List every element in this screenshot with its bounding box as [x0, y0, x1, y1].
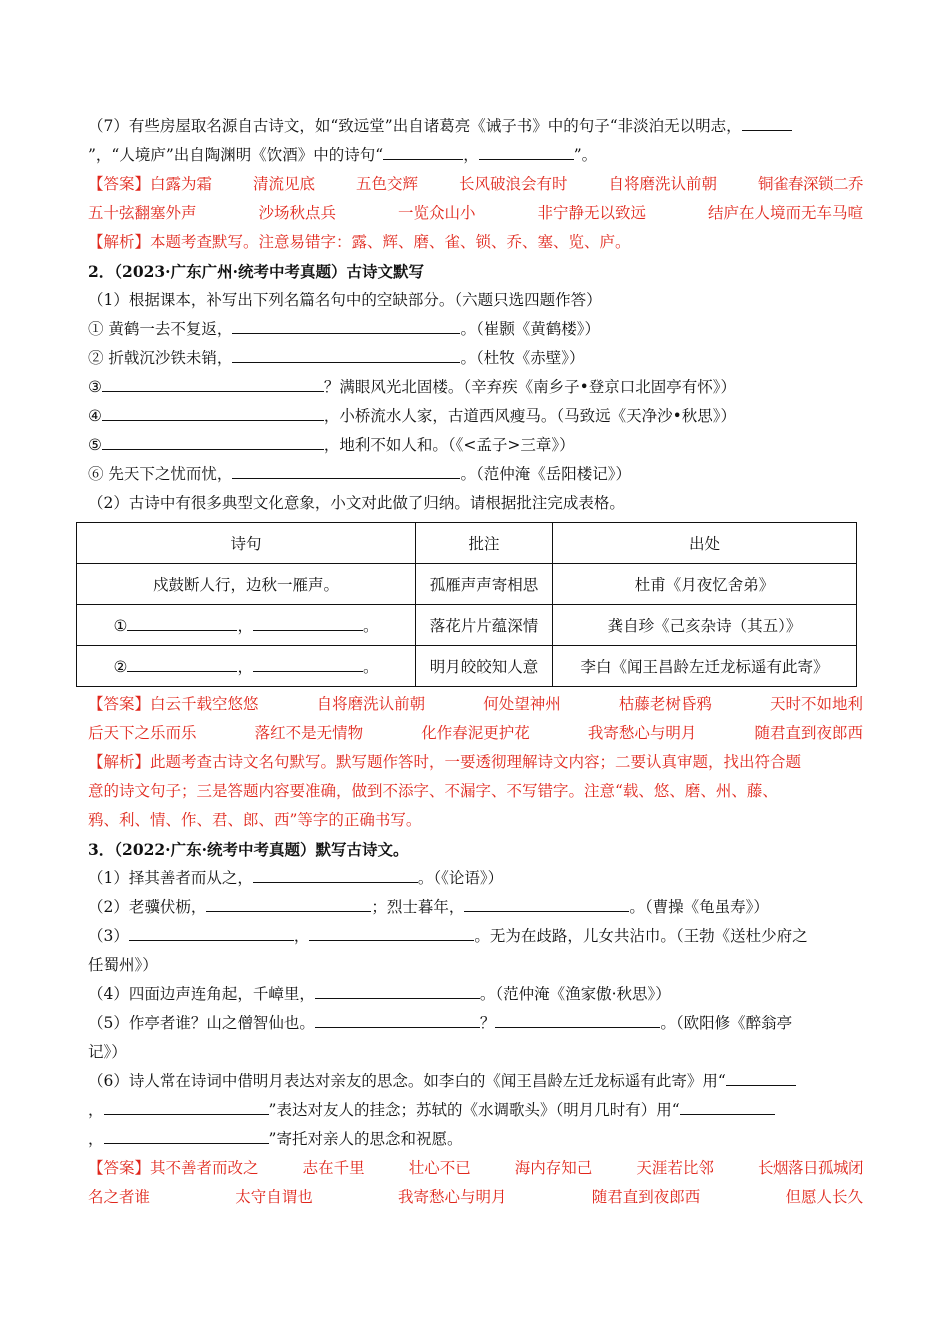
answer-label: 【答案】 [88, 175, 151, 193]
table-cell: 杜甫《月夜忆舍弟》 [553, 564, 857, 605]
q3-answer-line1: 【答案】其不善者而改之 志在千里 壮心不已 海内存知己 天涯若比邻 长烟落日孤城闭 [88, 1159, 863, 1177]
answer-blank[interactable] [253, 866, 418, 883]
table-row [77, 646, 857, 687]
q2-item5: ⑤ ，地利不如人和。（《<孟子>三章》） [88, 431, 863, 460]
q2-sub2: （2）古诗中有很多典型文化意象，小文对此做了归纳。请根据批注完成表格。 [88, 494, 625, 512]
table-cell: ② ， 。 [77, 646, 416, 687]
document-page [88, 112, 863, 1212]
answer-blank[interactable] [253, 655, 363, 672]
answer-blank[interactable] [680, 1098, 775, 1115]
table-cell: 戍鼓断人行，边秋一雁声。 [77, 564, 416, 605]
answer-blank[interactable] [232, 346, 460, 363]
q3-item3-cont: 任蜀州》） [88, 956, 158, 974]
answer-blank[interactable] [127, 614, 237, 631]
q3-answer-line2: 名之者谁 太守自谓也 我寄愁心与明月 随君直到夜郎西 但愿人长久 [88, 1188, 863, 1206]
answer-blank[interactable] [102, 404, 324, 421]
answer-blank[interactable] [464, 895, 629, 912]
answer-blank[interactable] [206, 895, 371, 912]
q2-item4: ④ ，小桥流水人家，古道西风瘦马。（马致远《天净沙•秋思》） [88, 402, 863, 431]
q2-item1: ① 黄鹤一去不复返， 。（崔颢《黄鹤楼》） [88, 315, 863, 344]
answer-blank[interactable] [127, 655, 237, 672]
answer-blank[interactable] [102, 433, 324, 450]
q3-item6-line1: （6）诗人常在诗词中借明月表达对亲友的思念。如李白的《闻王昌龄左迁龙标遥有此寄》用“ [88, 1067, 863, 1096]
table-row [77, 605, 857, 646]
q2-analysis-line3: 鸦、利、情、作、君、郎、西”等字的正确书写。 [88, 811, 422, 829]
q1-answer-line1: 【答案】白露为霜 清流见底 五色交辉 长风破浪会有时 自将磨洗认前朝 铜雀春深锁二乔 [88, 175, 863, 193]
q1-item7-line2: ”，“人境庐”出自陶渊明《饮酒》中的诗句“ ， ”。 [88, 141, 863, 170]
table-cell: 孤雁声声寄相思 [416, 564, 553, 605]
q1-item7-line1: （7）有些房屋取名源自古诗文，如“致远堂”出自诸葛亮《诫子书》中的句子“非淡泊无以明志， [88, 112, 863, 141]
answer-blank[interactable] [479, 143, 574, 160]
answer-blank[interactable] [309, 924, 474, 941]
answer-blank[interactable] [129, 924, 294, 941]
q3-item2: （2）老骥伏枥， ；烈士暮年， 。（曹操《龟虽寿》） [88, 893, 863, 922]
q2-item6: ⑥ 先天下之忧而忧， 。（范仲淹《岳阳楼记》） [88, 460, 863, 489]
answer-blank[interactable] [104, 1098, 269, 1115]
table-cell: 李白《闻王昌龄左迁龙标遥有此寄》 [553, 646, 857, 687]
answer-label: 【答案】 [88, 1159, 151, 1177]
q1-analysis: 【解析】本题考查默写。注意易错字：露、辉、磨、雀、锁、乔、塞、览、庐。 [88, 233, 631, 251]
answer-blank[interactable] [726, 1069, 796, 1086]
table-cell: 明月皎皎知人意 [416, 646, 553, 687]
q3-item5: （5）作亭者谁？山之僧智仙也。 ？ 。（欧阳修《醉翁亭 [88, 1009, 863, 1038]
answer-blank[interactable] [104, 1127, 269, 1144]
answer-blank[interactable] [102, 375, 324, 392]
q2-answer-line1: 【答案】白云千载空悠悠 自将磨洗认前朝 何处望神州 枯藤老树昏鸦 天时不如地利 [88, 695, 863, 713]
q1-answer-line2: 五十弦翻塞外声 沙场秋点兵 一览众山小 非宁静无以致远 结庐在人境而无车马喧 [88, 204, 863, 222]
table-header: 出处 [553, 523, 857, 564]
table-header: 诗句 [77, 523, 416, 564]
table-cell: ① ， 。 [77, 605, 416, 646]
q2-heading: 2．（2023·广东广州·统考中考真题）古诗文默写 [88, 262, 424, 281]
answer-blank[interactable] [495, 1011, 660, 1028]
q2-answer-line2: 后天下之乐而乐 落红不是无情物 化作春泥更护花 我寄愁心与明月 随君直到夜郎西 [88, 724, 863, 742]
table-header-row [77, 523, 857, 564]
table-cell: 龚自珍《己亥杂诗（其五）》 [553, 605, 857, 646]
analysis-label: 【解析】 [88, 753, 151, 771]
imagery-table [76, 522, 857, 687]
q2-item2: ② 折戟沉沙铁未销， 。（杜牧《赤壁》） [88, 344, 863, 373]
q2-analysis-line2: 意的诗文句子；三是答题内容要准确，做到不添字、不漏字、不写错字。注意“载、悠、磨、州、藤、 [88, 782, 778, 800]
answer-blank[interactable] [253, 614, 363, 631]
table-cell: 落花片片蕴深情 [416, 605, 553, 646]
answer-blank[interactable] [232, 317, 460, 334]
q2-analysis-line1: 【解析】此题考查古诗文名句默写。默写题作答时，一要透彻理解诗文内容；二要认真审题，找出符合题 [88, 753, 802, 771]
q3-item6-line3: ， ”寄托对亲人的思念和祝愿。 [88, 1125, 863, 1154]
q3-item3: （3） ， 。无为在歧路，儿女共沾巾。（王勃《送杜少府之 [88, 922, 863, 951]
answer-blank[interactable] [315, 982, 480, 999]
answer-blank[interactable] [383, 143, 463, 160]
q3-item5-cont: 记》） [88, 1043, 127, 1061]
q3-item1: （1）择其善者而从之， 。（《论语》） [88, 864, 863, 893]
q3-heading: 3．（2022·广东·统考中考真题）默写古诗文。 [88, 840, 409, 859]
q3-item4: （4）四面边声连角起，千嶂里， 。（范仲淹《渔家傲·秋思》） [88, 980, 863, 1009]
q3-item6-line2: ， ”表达对友人的挂念；苏轼的《水调歌头》（明月几时有）用“ [88, 1096, 863, 1125]
table-header: 批注 [416, 523, 553, 564]
answer-blank[interactable] [742, 114, 792, 131]
answer-blank[interactable] [315, 1011, 480, 1028]
analysis-label: 【解析】 [88, 233, 151, 251]
table-row [77, 564, 857, 605]
q2-sub1: （1）根据课本，补写出下列名篇名句中的空缺部分。（六题只选四题作答） [88, 291, 602, 309]
answer-blank[interactable] [232, 462, 460, 479]
answer-label: 【答案】 [88, 695, 151, 713]
q2-item3: ③ ？满眼风光北固楼。（辛弃疾《南乡子•登京口北固亭有怀》） [88, 373, 863, 402]
